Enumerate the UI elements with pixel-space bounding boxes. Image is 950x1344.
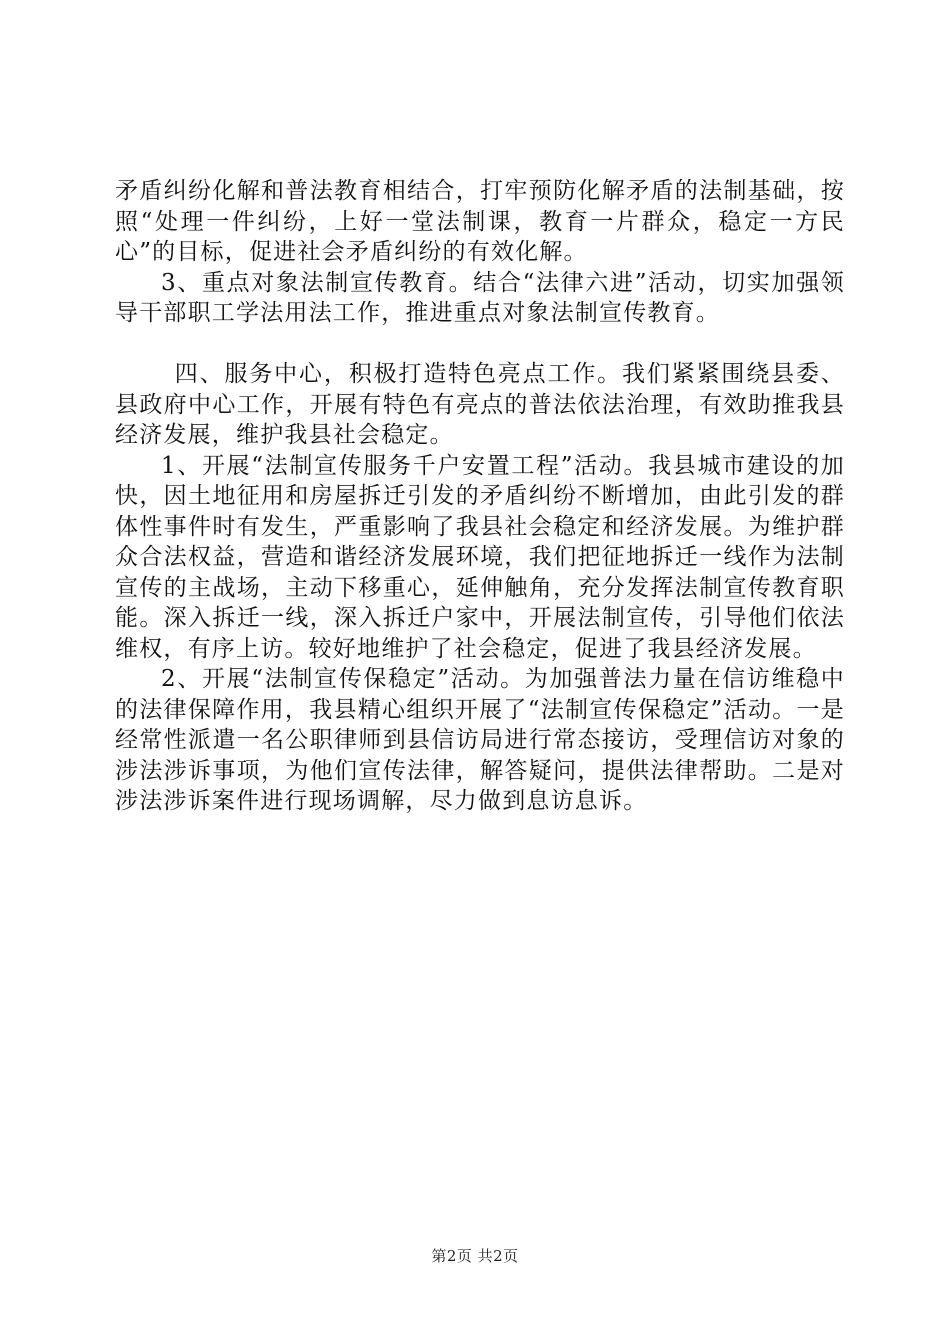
paragraph-item-1: 1、开展“法制宣传服务千户安置工程”活动。我县城市建设的加快，因土地征用和房屋拆迁引发的矛盾纠纷不断增加，由此引发的群体性事件时有发生，严重影响了我县社会稳定和经济发展。为维护群众合法权益，营造和谐经济发展环境，我们把征地拆迁一线作为法制宣传的主战场，主动下移重心，延伸触角，充分发挥法制宣传教育职能。深入拆迁一线，深入拆迁户家中，开展法制宣传，引导他们依法维权，有序上访。较好地维护了社会稳定，促进了我县经济发展。 (115, 452, 845, 662)
body-text-top (115, 176, 845, 329)
body-text-section-four (115, 359, 845, 817)
paragraph-key-targets: 3、重点对象法制宣传教育。结合“法律六进”活动，切实加强领导干部职工学法用法工作，推进重点对象法制宣传教育。 (115, 269, 845, 326)
section-four-heading-paragraph: 四、服务中心，积极打造特色亮点工作。我们紧紧围绕县委、县政府中心工作，开展有特色有亮点的普法依法治理，有效助推我县经济发展，维护我县社会稳定。 (115, 361, 845, 448)
paragraph-item-2: 2、开展“法制宣传保稳定”活动。为加强普法力量在信访维稳中的法律保障作用，我县精心组织开展了“法制宣传保稳定”活动。一是经常性派遣一名公职律师到县信访局进行常态接访，受理信访对象的涉法涉诉事项，为他们宣传法律，解答疑问，提供法律帮助。二是对涉法涉诉案件进行现场调解，尽力做到息访息诉。 (115, 666, 845, 814)
page-number-footer: 第2页 共2页 (431, 1247, 519, 1265)
paragraph-dispute-resolution: 矛盾纠纷化解和普法教育相结合，打牢预防化解矛盾的法制基础，按照“处理一件纠纷，上好一堂法制课，教育一片群众，稳定一方民心”的目标，促进社会矛盾纠纷的有效化解。 (115, 178, 845, 265)
